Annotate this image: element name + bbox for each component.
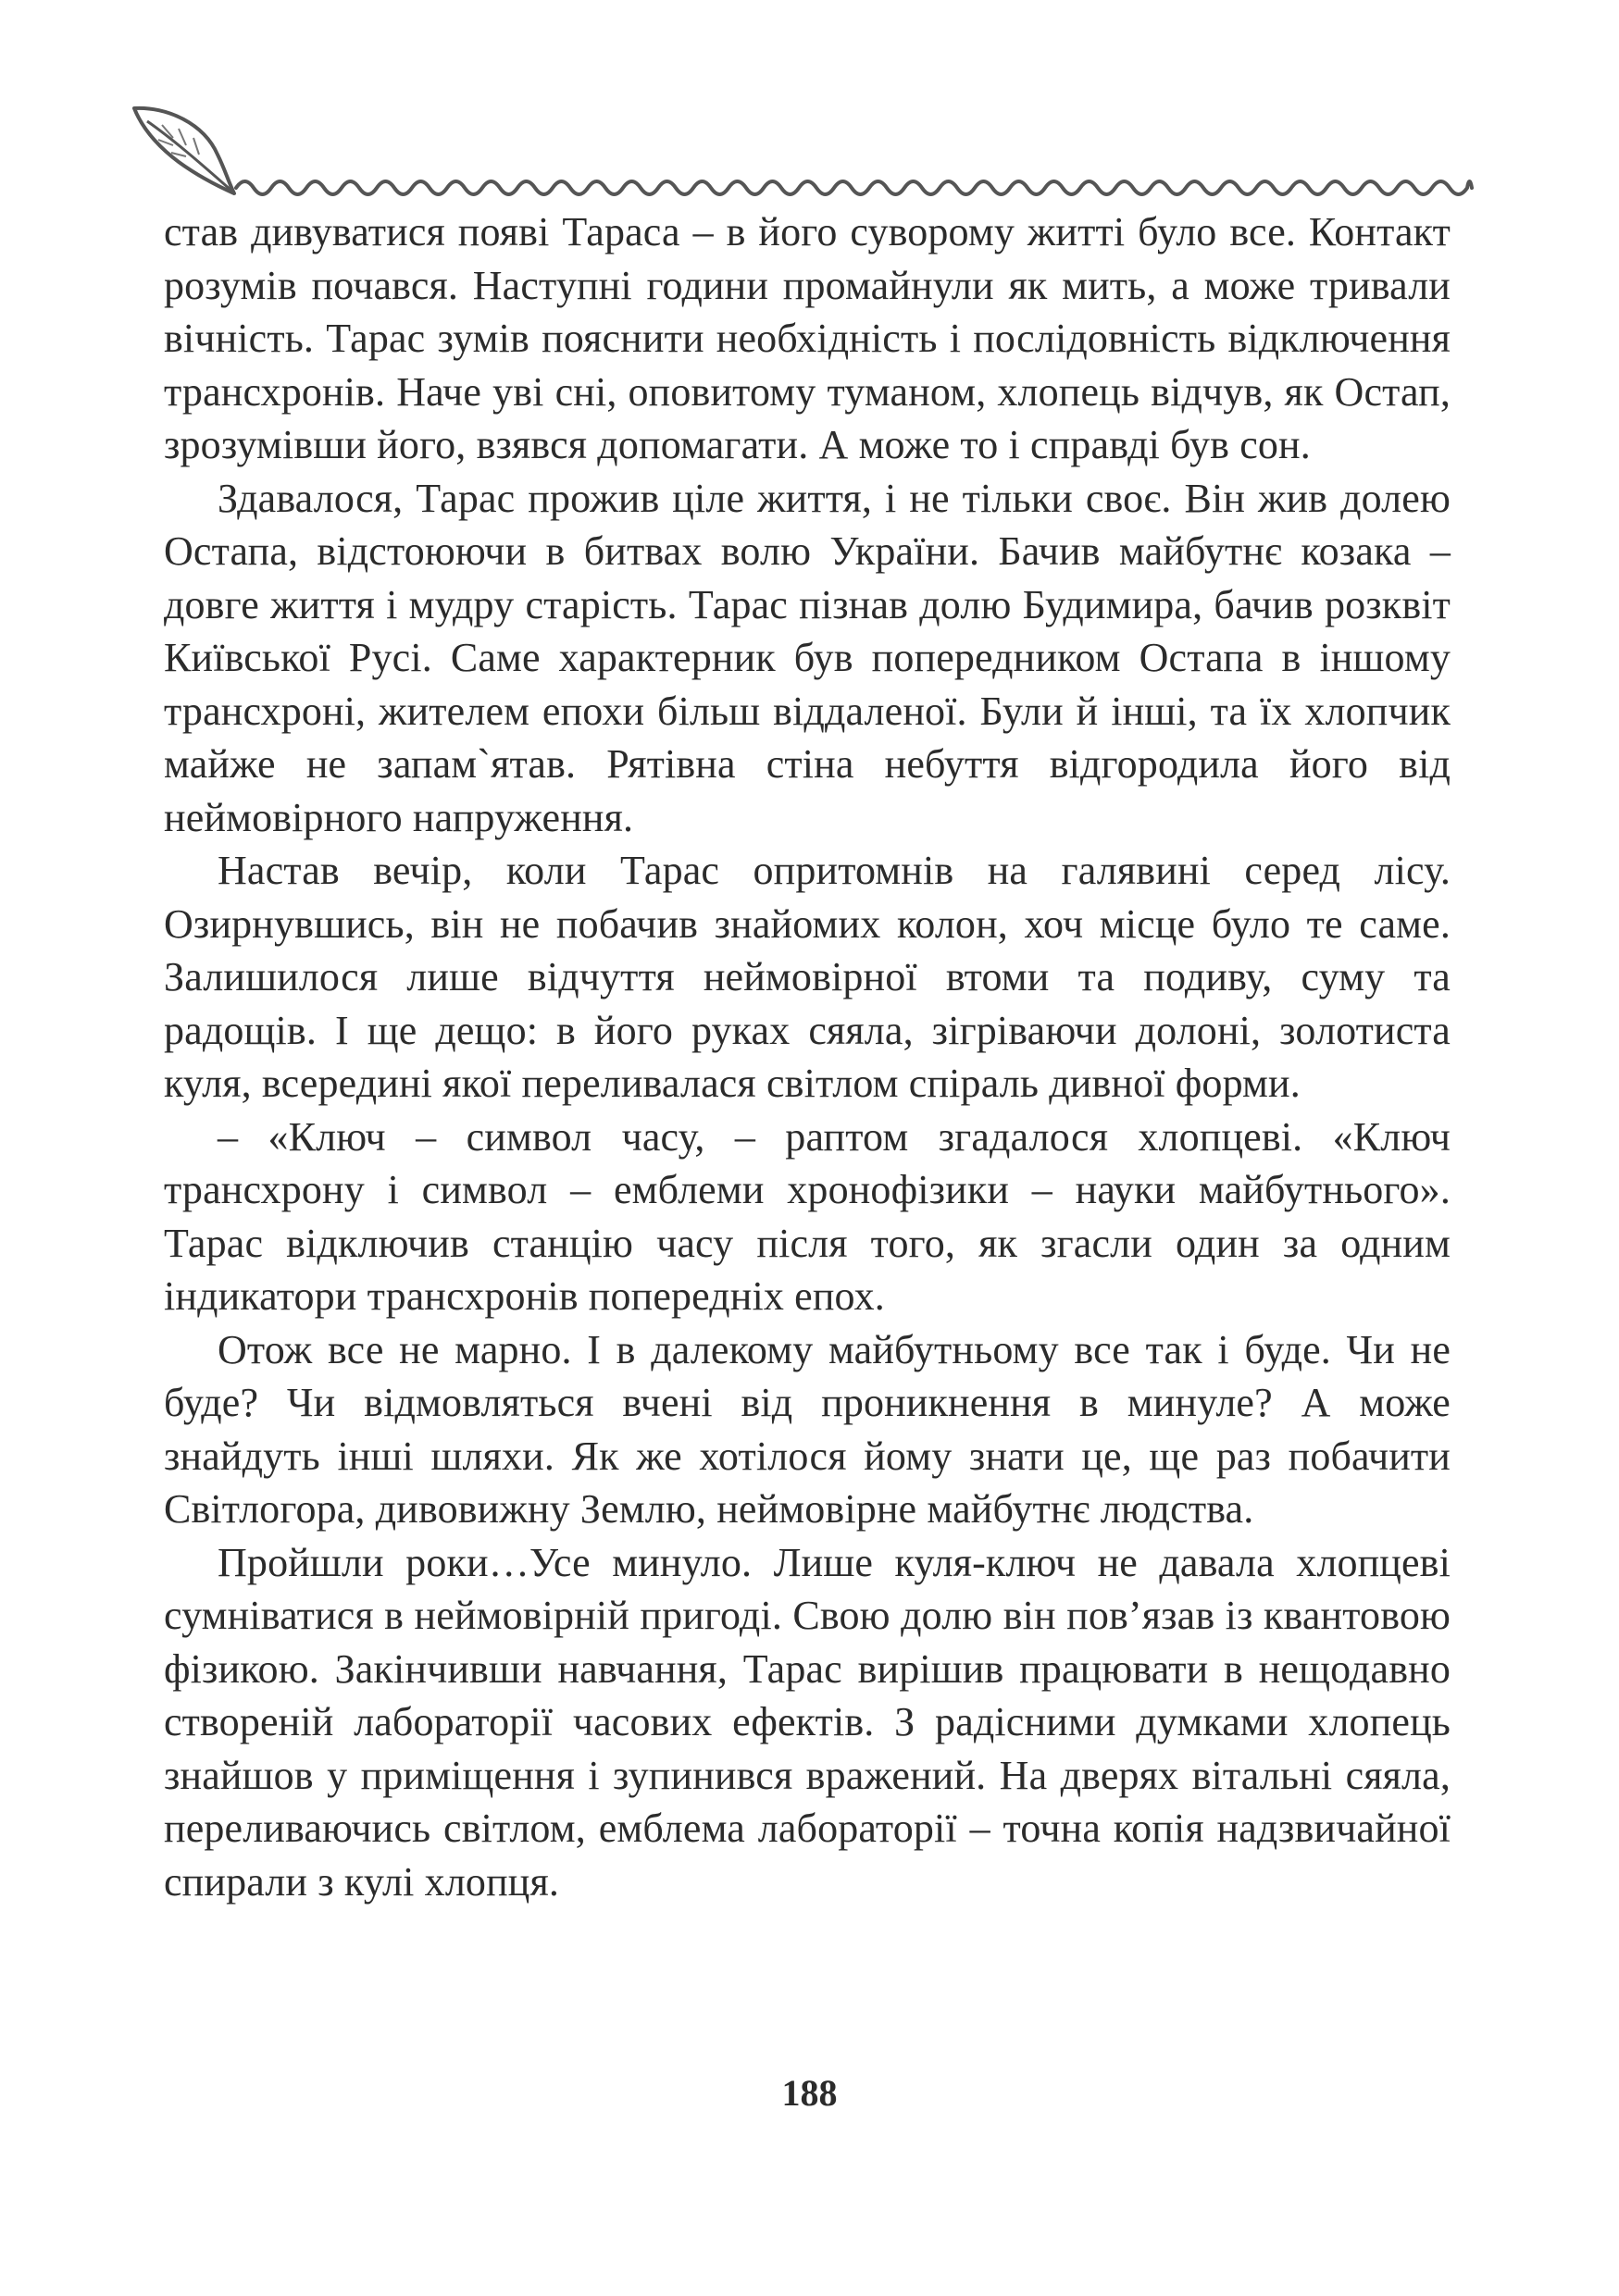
paragraph: Настав вечір, коли Тарас опритомнів на галявині серед лісу. Озирнувшись, він не побачив знайомих колон, хоч місце було те саме. Залишилося лише відчуття неймовірної втоми та подиву, суму та радощів. І ще дещо: в його руках сяяла, зігріваючи долоні, золотиста куля, всередині якої переливалася світлом спіраль дивної форми. — [164, 848, 1451, 1106]
wavy-line — [236, 181, 1472, 194]
paragraph: Отож все не марно. І в далекому майбутньому все так і буде. Чи не буде? Чи відмовляться вчені від проникнення в минуле? А може знайдуть інші шляхи. Як же хотілося йому знати це, ще раз побачити Світлогора, дивовижну Землю, неймовірне майбутнє людства. — [164, 1326, 1451, 1532]
header-ornament — [125, 97, 1476, 199]
body-text — [164, 205, 1451, 1908]
paragraph: Здавалося, Тарас прожив ціле життя, і не тільки своє. Він жив долею Остапа, відстоюючи в битвах волю України. Бачив майбутнє козака – довге життя і мудру старість. Тарас пізнав долю Будимира, бачив розквіт Київської Русі. Саме характерник був попередником Остапа в іншому трансхроні, жителем епохи більш віддаленої. Були й інші, та їх хлопчик майже не запам`ятав. Рятівна стіна небуття відгородила його від неймовірного напруження. — [164, 475, 1451, 840]
paragraph: став дивуватися появі Тараса – в його суворому житті було все. Контакт розумів почався. Наступні години промайнули як мить, а може тривали вічність. Тарас зумів пояснити необхідність і послідовність відключення трансхронів. Наче уві сні, оповитому туманом, хлопець відчув, як Остап, зрозумівши його, взявся допомагати. А може то і справді був сон. — [164, 209, 1451, 467]
paragraph: Пройшли роки…Усе минуло. Лише куля-ключ не давала хлопцеві сумніватися в неймовірній пригоді. Свою долю він пов’язав із квантовою фізикою. Закінчивши навчання, Тарас вирішив працювати в нещодавно створеній лабораторії часових ефектів. З радісними думками хлопець знайшов у приміщення і зупинився вражений. На дверях вітальні сяяла, переливаючись світлом, емблема лабораторії – точна копія надзвичайної спирали з кулі хлопця. — [164, 1539, 1451, 1905]
paragraph: – «Ключ – символ часу, – раптом згадалося хлопцеві. «Ключ трансхрону і символ – емблеми хронофізики – науки майбутнього». Тарас відключив станцію часу після того, як згасли один за одним індикатори трансхронів попередніх епох. — [164, 1113, 1451, 1319]
page-number: 188 — [781, 2072, 838, 2114]
feather-quill-icon — [134, 108, 234, 193]
